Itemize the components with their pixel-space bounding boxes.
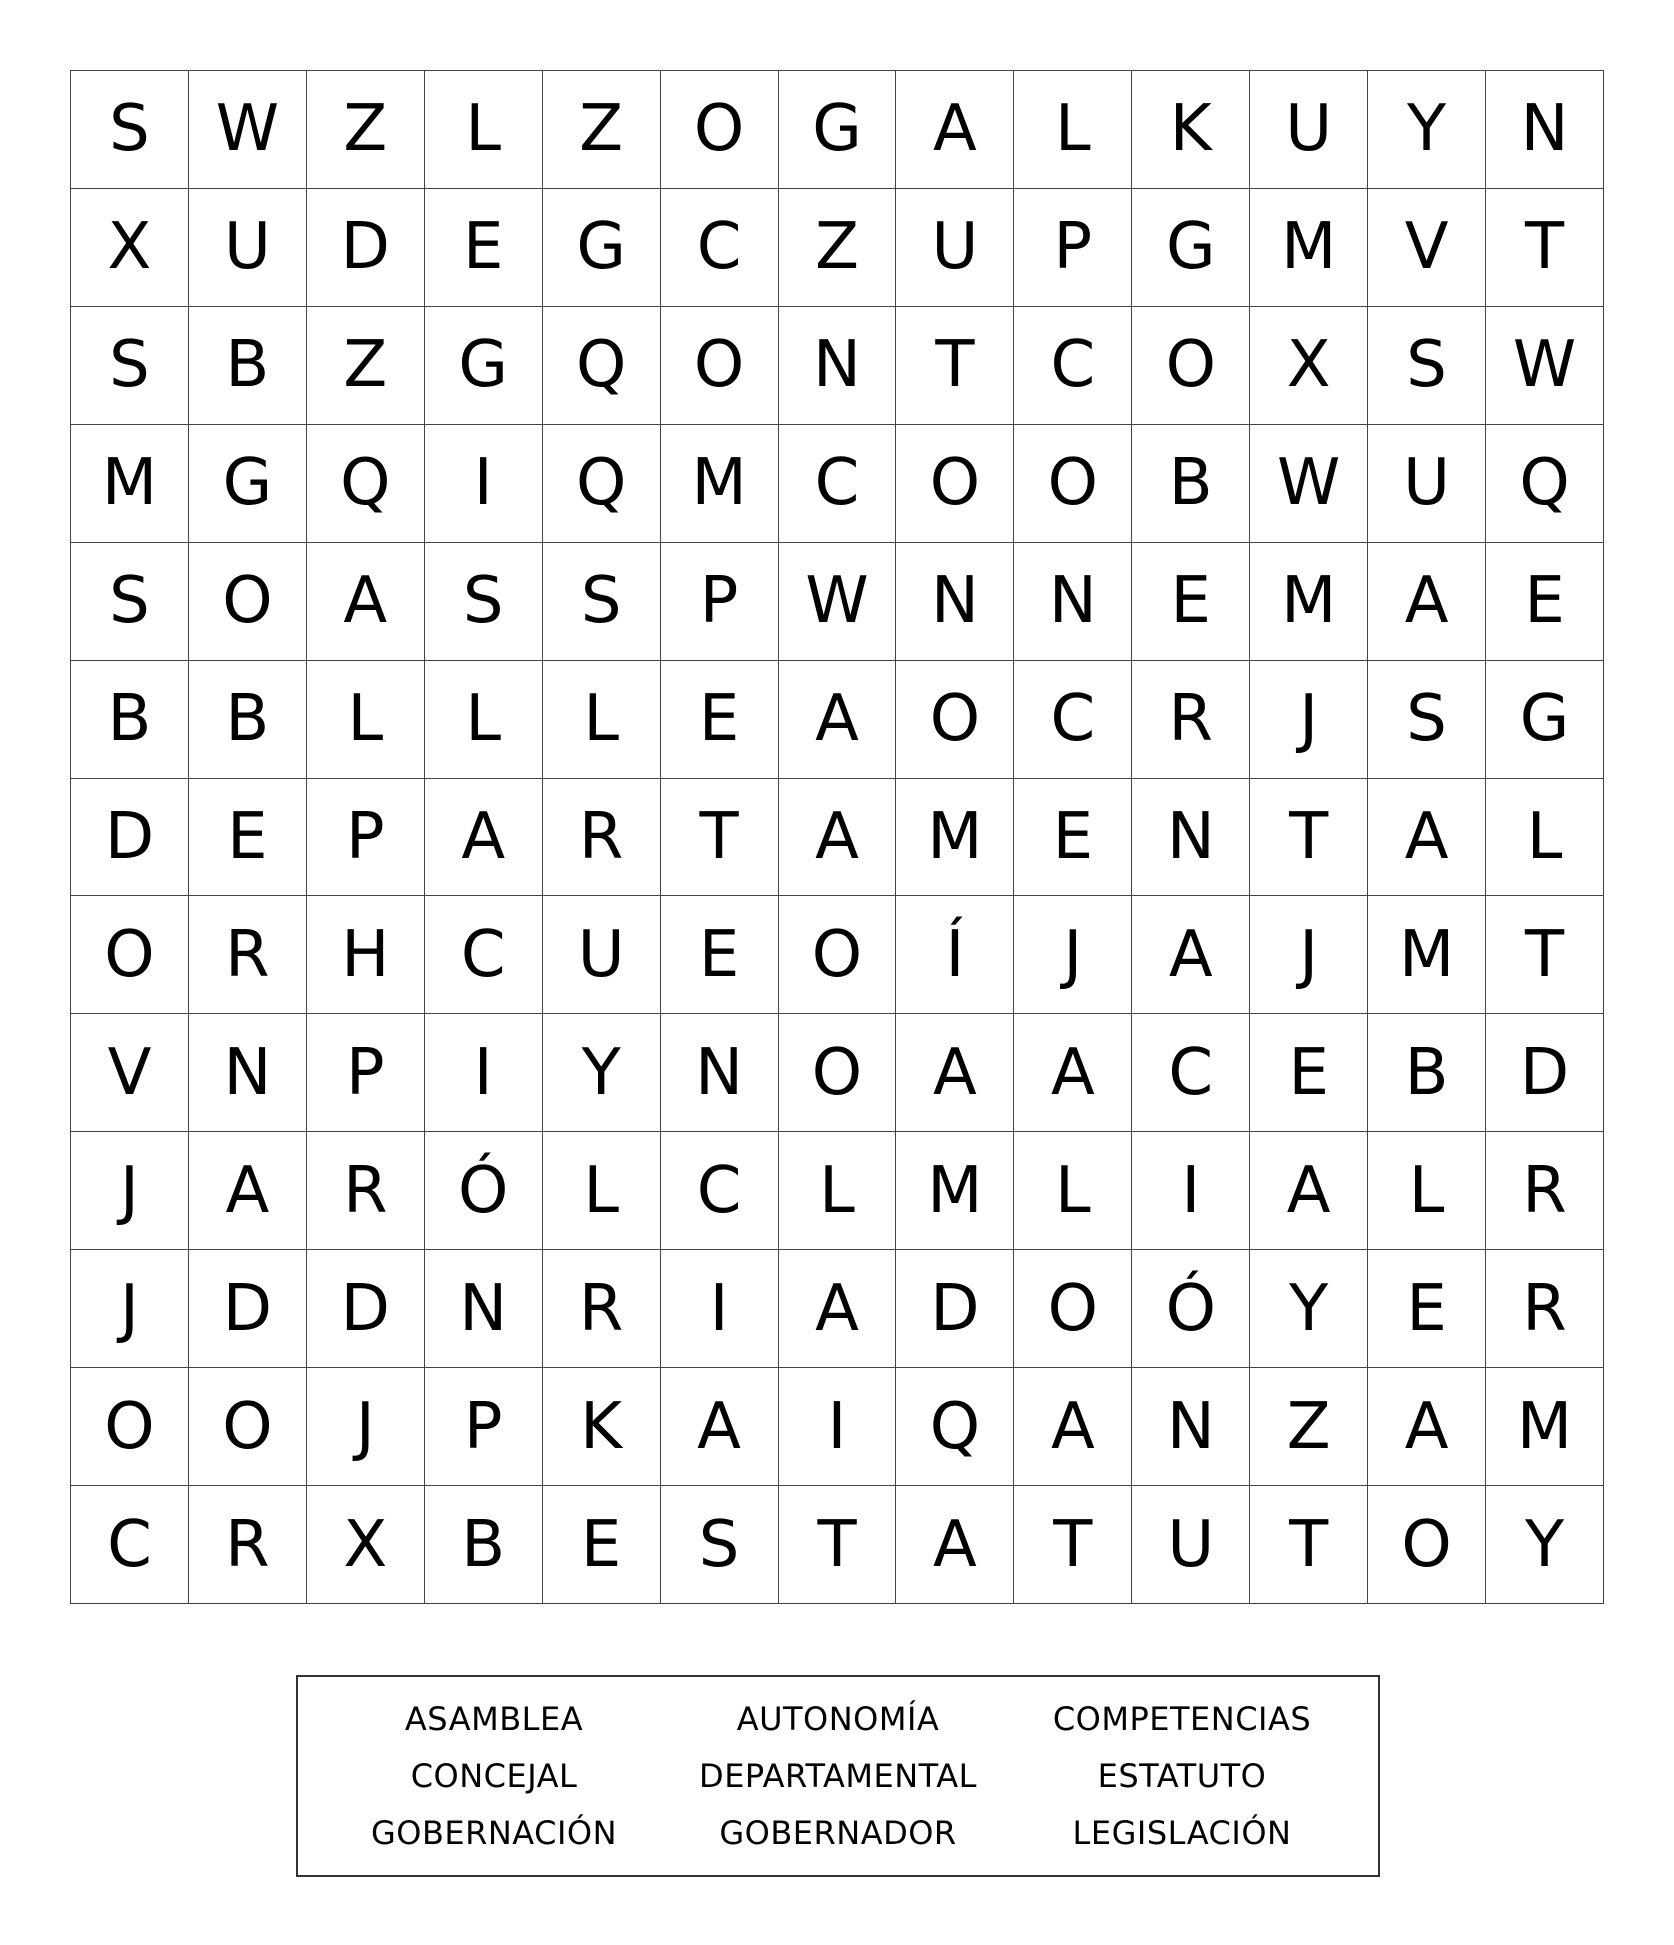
grid-cell-r12-c10[interactable]: N [1132, 1368, 1250, 1486]
grid-cell-r4-c13[interactable]: Q [1486, 425, 1604, 543]
word-list-item: LEGISLACIÓN [1072, 1813, 1292, 1852]
grid-cell-r3-c12[interactable]: S [1368, 307, 1486, 425]
grid-cell-r11-c3[interactable]: D [307, 1250, 425, 1368]
grid-cell-r13-c4[interactable]: B [425, 1486, 543, 1604]
grid-cell-r7-c6[interactable]: T [661, 779, 779, 897]
grid-cell-r6-c2[interactable]: B [189, 661, 307, 779]
grid-cell-r13-c11[interactable]: T [1250, 1486, 1368, 1604]
grid-cell-r1-c11[interactable]: U [1250, 71, 1368, 189]
grid-cell-r13-c1[interactable]: C [71, 1486, 189, 1604]
grid-cell-r9-c10[interactable]: C [1132, 1014, 1250, 1132]
grid-cell-r13-c6[interactable]: S [661, 1486, 779, 1604]
grid-cell-r6-c13[interactable]: G [1486, 661, 1604, 779]
grid-cell-r12-c8[interactable]: Q [896, 1368, 1014, 1486]
grid-cell-r2-c11[interactable]: M [1250, 189, 1368, 307]
grid-cell-r3-c9[interactable]: C [1014, 307, 1132, 425]
grid-cell-r5-c13[interactable]: E [1486, 543, 1604, 661]
grid-cell-r8-c7[interactable]: O [779, 896, 897, 1014]
grid-cell-r7-c5[interactable]: R [543, 779, 661, 897]
grid-cell-r8-c3[interactable]: H [307, 896, 425, 1014]
grid-cell-r3-c5[interactable]: Q [543, 307, 661, 425]
grid-cell-r7-c2[interactable]: E [189, 779, 307, 897]
grid-cell-r5-c9[interactable]: N [1014, 543, 1132, 661]
grid-cell-r6-c6[interactable]: E [661, 661, 779, 779]
word-list-item: GOBERNADOR [719, 1813, 957, 1852]
grid-cell-r13-c12[interactable]: O [1368, 1486, 1486, 1604]
grid-cell-r4-c8[interactable]: O [896, 425, 1014, 543]
grid-cell-r9-c3[interactable]: P [307, 1014, 425, 1132]
word-list-item: GOBERNACIÓN [370, 1813, 618, 1852]
grid-cell-r11-c10[interactable]: Ó [1132, 1250, 1250, 1368]
grid-cell-r2-c3[interactable]: D [307, 189, 425, 307]
grid-cell-r3-c11[interactable]: X [1250, 307, 1368, 425]
grid-cell-r10-c8[interactable]: M [896, 1132, 1014, 1250]
grid-cell-r9-c2[interactable]: N [189, 1014, 307, 1132]
grid-cell-r1-c4[interactable]: L [425, 71, 543, 189]
grid-cell-r13-c2[interactable]: R [189, 1486, 307, 1604]
grid-cell-r2-c7[interactable]: Z [779, 189, 897, 307]
grid-cell-r6-c12[interactable]: S [1368, 661, 1486, 779]
grid-cell-r11-c6[interactable]: I [661, 1250, 779, 1368]
grid-cell-r7-c1[interactable]: D [71, 779, 189, 897]
grid-cell-r11-c11[interactable]: Y [1250, 1250, 1368, 1368]
grid-cell-r4-c4[interactable]: I [425, 425, 543, 543]
grid-cell-r2-c13[interactable]: T [1486, 189, 1604, 307]
grid-cell-r12-c6[interactable]: A [661, 1368, 779, 1486]
grid-cell-r13-c5[interactable]: E [543, 1486, 661, 1604]
grid-cell-r6-c4[interactable]: L [425, 661, 543, 779]
grid-cell-r7-c9[interactable]: E [1014, 779, 1132, 897]
grid-cell-r2-c5[interactable]: G [543, 189, 661, 307]
grid-cell-r12-c3[interactable]: J [307, 1368, 425, 1486]
grid-cell-r10-c13[interactable]: R [1486, 1132, 1604, 1250]
grid-cell-r1-c3[interactable]: Z [307, 71, 425, 189]
grid-cell-r5-c7[interactable]: W [779, 543, 897, 661]
grid-cell-r11-c1[interactable]: J [71, 1250, 189, 1368]
grid-cell-r4-c9[interactable]: O [1014, 425, 1132, 543]
grid-cell-r1-c5[interactable]: Z [543, 71, 661, 189]
grid-cell-r10-c11[interactable]: A [1250, 1132, 1368, 1250]
grid-cell-r2-c4[interactable]: E [425, 189, 543, 307]
grid-cell-r1-c1[interactable]: S [71, 71, 189, 189]
grid-cell-r13-c8[interactable]: A [896, 1486, 1014, 1604]
grid-cell-r11-c4[interactable]: N [425, 1250, 543, 1368]
grid-cell-r4-c7[interactable]: C [779, 425, 897, 543]
word-list-item: CONCEJAL [410, 1756, 578, 1795]
grid-cell-r5-c8[interactable]: N [896, 543, 1014, 661]
grid-cell-r9-c7[interactable]: O [779, 1014, 897, 1132]
grid-cell-r1-c12[interactable]: Y [1368, 71, 1486, 189]
grid-cell-r5-c6[interactable]: P [661, 543, 779, 661]
grid-cell-r8-c11[interactable]: J [1250, 896, 1368, 1014]
grid-cell-r6-c3[interactable]: L [307, 661, 425, 779]
grid-cell-r10-c2[interactable]: A [189, 1132, 307, 1250]
grid-cell-r13-c7[interactable]: T [779, 1486, 897, 1604]
grid-cell-r1-c13[interactable]: N [1486, 71, 1604, 189]
grid-cell-r10-c1[interactable]: J [71, 1132, 189, 1250]
grid-cell-r10-c7[interactable]: L [779, 1132, 897, 1250]
grid-cell-r3-c2[interactable]: B [189, 307, 307, 425]
grid-cell-r10-c3[interactable]: R [307, 1132, 425, 1250]
grid-cell-r8-c8[interactable]: Í [896, 896, 1014, 1014]
grid-cell-r8-c5[interactable]: U [543, 896, 661, 1014]
letter-grid [70, 70, 1604, 1604]
grid-cell-r8-c9[interactable]: J [1014, 896, 1132, 1014]
word-list-item: ESTATUTO [1097, 1756, 1267, 1795]
grid-cell-r9-c6[interactable]: N [661, 1014, 779, 1132]
grid-cell-r10-c5[interactable]: L [543, 1132, 661, 1250]
grid-cell-r6-c8[interactable]: O [896, 661, 1014, 779]
grid-cell-r5-c12[interactable]: A [1368, 543, 1486, 661]
grid-cell-r2-c10[interactable]: G [1132, 189, 1250, 307]
grid-cell-r10-c12[interactable]: L [1368, 1132, 1486, 1250]
grid-cell-r2-c6[interactable]: C [661, 189, 779, 307]
grid-cell-r3-c6[interactable]: O [661, 307, 779, 425]
grid-cell-r2-c8[interactable]: U [896, 189, 1014, 307]
grid-cell-r9-c4[interactable]: I [425, 1014, 543, 1132]
grid-cell-r11-c9[interactable]: O [1014, 1250, 1132, 1368]
grid-cell-r11-c8[interactable]: D [896, 1250, 1014, 1368]
grid-cell-r11-c7[interactable]: A [779, 1250, 897, 1368]
grid-cell-r8-c1[interactable]: O [71, 896, 189, 1014]
grid-cell-r12-c11[interactable]: Z [1250, 1368, 1368, 1486]
grid-cell-r11-c12[interactable]: E [1368, 1250, 1486, 1368]
grid-cell-r1-c8[interactable]: A [896, 71, 1014, 189]
grid-cell-r8-c6[interactable]: E [661, 896, 779, 1014]
grid-cell-r2-c12[interactable]: V [1368, 189, 1486, 307]
grid-cell-r5-c1[interactable]: S [71, 543, 189, 661]
grid-cell-r6-c10[interactable]: R [1132, 661, 1250, 779]
grid-cell-r4-c11[interactable]: W [1250, 425, 1368, 543]
grid-cell-r10-c10[interactable]: I [1132, 1132, 1250, 1250]
grid-cell-r7-c10[interactable]: N [1132, 779, 1250, 897]
grid-cell-r12-c2[interactable]: O [189, 1368, 307, 1486]
grid-cell-r1-c9[interactable]: L [1014, 71, 1132, 189]
word-list-item: ASAMBLEA [404, 1700, 584, 1739]
grid-cell-r7-c3[interactable]: P [307, 779, 425, 897]
grid-cell-r9-c11[interactable]: E [1250, 1014, 1368, 1132]
grid-cell-r12-c9[interactable]: A [1014, 1368, 1132, 1486]
grid-cell-r3-c4[interactable]: G [425, 307, 543, 425]
grid-cell-r10-c4[interactable]: Ó [425, 1132, 543, 1250]
word-list [296, 1675, 1380, 1877]
grid-cell-r9-c1[interactable]: V [71, 1014, 189, 1132]
word-list-item: DEPARTAMENTAL [699, 1756, 977, 1795]
grid-cell-r12-c4[interactable]: P [425, 1368, 543, 1486]
grid-cell-r8-c13[interactable]: T [1486, 896, 1604, 1014]
grid-cell-r1-c10[interactable]: K [1132, 71, 1250, 189]
grid-cell-r12-c12[interactable]: A [1368, 1368, 1486, 1486]
grid-cell-r1-c6[interactable]: O [661, 71, 779, 189]
grid-cell-r8-c2[interactable]: R [189, 896, 307, 1014]
grid-cell-r8-c10[interactable]: A [1132, 896, 1250, 1014]
grid-cell-r6-c9[interactable]: C [1014, 661, 1132, 779]
grid-cell-r4-c10[interactable]: B [1132, 425, 1250, 543]
grid-cell-r6-c5[interactable]: L [543, 661, 661, 779]
word-list-item: AUTONOMÍA [736, 1700, 940, 1739]
grid-cell-r4-c2[interactable]: G [189, 425, 307, 543]
grid-cell-r2-c9[interactable]: P [1014, 189, 1132, 307]
grid-cell-r5-c3[interactable]: A [307, 543, 425, 661]
grid-cell-r5-c5[interactable]: S [543, 543, 661, 661]
grid-cell-r9-c9[interactable]: A [1014, 1014, 1132, 1132]
grid-cell-r11-c5[interactable]: R [543, 1250, 661, 1368]
grid-cell-r2-c2[interactable]: U [189, 189, 307, 307]
grid-cell-r13-c13[interactable]: Y [1486, 1486, 1604, 1604]
grid-cell-r4-c6[interactable]: M [661, 425, 779, 543]
grid-cell-r6-c11[interactable]: J [1250, 661, 1368, 779]
grid-cell-r6-c7[interactable]: A [779, 661, 897, 779]
grid-cell-r8-c4[interactable]: C [425, 896, 543, 1014]
grid-cell-r11-c13[interactable]: R [1486, 1250, 1604, 1368]
grid-cell-r2-c1[interactable]: X [71, 189, 189, 307]
grid-cell-r7-c8[interactable]: M [896, 779, 1014, 897]
grid-cell-r5-c11[interactable]: M [1250, 543, 1368, 661]
grid-cell-r8-c12[interactable]: M [1368, 896, 1486, 1014]
grid-cell-r11-c2[interactable]: D [189, 1250, 307, 1368]
grid-cell-r12-c1[interactable]: O [71, 1368, 189, 1486]
grid-cell-r6-c1[interactable]: B [71, 661, 189, 779]
grid-cell-r9-c5[interactable]: Y [543, 1014, 661, 1132]
grid-cell-r7-c12[interactable]: A [1368, 779, 1486, 897]
grid-cell-r5-c4[interactable]: S [425, 543, 543, 661]
grid-cell-r7-c11[interactable]: T [1250, 779, 1368, 897]
grid-cell-r10-c9[interactable]: L [1014, 1132, 1132, 1250]
grid-cell-r10-c6[interactable]: C [661, 1132, 779, 1250]
grid-cell-r7-c7[interactable]: A [779, 779, 897, 897]
grid-cell-r4-c1[interactable]: M [71, 425, 189, 543]
grid-cell-r3-c10[interactable]: O [1132, 307, 1250, 425]
grid-cell-r13-c10[interactable]: U [1132, 1486, 1250, 1604]
grid-cell-r1-c7[interactable]: G [779, 71, 897, 189]
grid-cell-r4-c12[interactable]: U [1368, 425, 1486, 543]
grid-cell-r3-c8[interactable]: T [896, 307, 1014, 425]
grid-cell-r12-c7[interactable]: I [779, 1368, 897, 1486]
grid-cell-r9-c12[interactable]: B [1368, 1014, 1486, 1132]
grid-cell-r9-c8[interactable]: A [896, 1014, 1014, 1132]
grid-cell-r4-c3[interactable]: Q [307, 425, 425, 543]
grid-cell-r5-c2[interactable]: O [189, 543, 307, 661]
word-list-item: COMPETENCIAS [1052, 1700, 1312, 1739]
grid-cell-r7-c13[interactable]: L [1486, 779, 1604, 897]
grid-cell-r12-c13[interactable]: M [1486, 1368, 1604, 1486]
grid-cell-r4-c5[interactable]: Q [543, 425, 661, 543]
grid-cell-r5-c10[interactable]: E [1132, 543, 1250, 661]
grid-cell-r12-c5[interactable]: K [543, 1368, 661, 1486]
grid-cell-r3-c1[interactable]: S [71, 307, 189, 425]
grid-cell-r1-c2[interactable]: W [189, 71, 307, 189]
grid-cell-r9-c13[interactable]: D [1486, 1014, 1604, 1132]
grid-cell-r3-c3[interactable]: Z [307, 307, 425, 425]
grid-cell-r3-c13[interactable]: W [1486, 307, 1604, 425]
grid-cell-r13-c9[interactable]: T [1014, 1486, 1132, 1604]
grid-cell-r7-c4[interactable]: A [425, 779, 543, 897]
grid-cell-r3-c7[interactable]: N [779, 307, 897, 425]
grid-cell-r13-c3[interactable]: X [307, 1486, 425, 1604]
